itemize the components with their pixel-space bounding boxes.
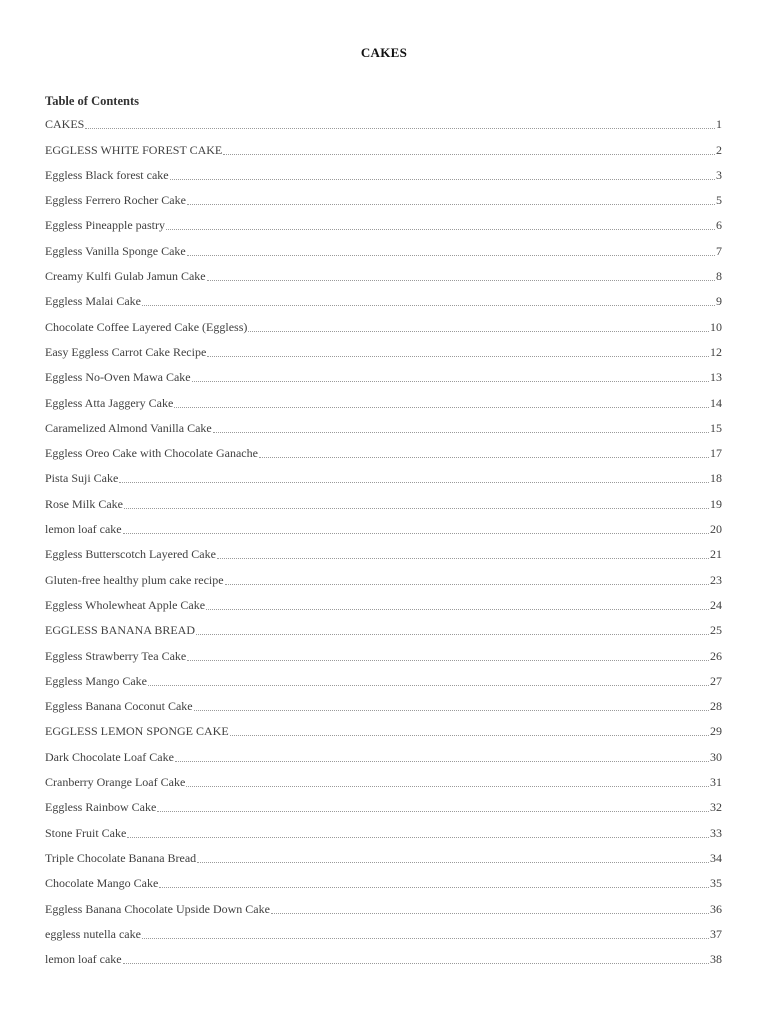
toc-entry[interactable]	[45, 739, 722, 764]
toc-entry-title: Eggless Malai Cake	[45, 294, 141, 309]
toc-entry-page-number: 10	[710, 319, 722, 334]
dot-leader	[174, 407, 709, 408]
toc-entry[interactable]	[45, 841, 722, 866]
toc-entry-title: EGGLESS LEMON SPONGE CAKE	[45, 724, 229, 739]
toc-entry-title: EGGLESS WHITE FOREST CAKE	[45, 142, 223, 157]
toc-entry-page-number: 38	[710, 952, 722, 967]
toc-entry[interactable]	[45, 512, 722, 537]
toc-entry-page-number: 2	[716, 142, 722, 157]
toc-entry[interactable]	[45, 917, 722, 942]
toc-entry-title: Dark Chocolate Loaf Cake	[45, 749, 174, 764]
dot-leader	[175, 761, 709, 762]
toc-entry-page-number: 3	[716, 167, 722, 182]
toc-entry-page-number: 9	[716, 294, 722, 309]
toc-entry-page-number: 23	[710, 572, 722, 587]
toc-entry[interactable]	[45, 942, 722, 967]
toc-entry-title: Chocolate Coffee Layered Cake (Eggless)	[45, 319, 248, 334]
toc-entry-title: Eggless Butterscotch Layered Cake	[45, 547, 216, 562]
toc-entry[interactable]	[45, 335, 722, 360]
dot-leader	[248, 331, 709, 332]
toc-entry-title: Eggless Wholewheat Apple Cake	[45, 597, 206, 612]
toc-entry-page-number: 33	[710, 825, 722, 840]
toc-entry-title: Eggless Banana Coconut Cake	[45, 699, 193, 714]
toc-entry[interactable]	[45, 689, 722, 714]
toc-entry[interactable]	[45, 486, 722, 511]
dot-leader	[123, 963, 709, 964]
toc-entry[interactable]	[45, 309, 722, 334]
toc-entry[interactable]	[45, 461, 722, 486]
dot-leader	[119, 482, 709, 483]
toc-entry-title: Eggless Oreo Cake with Chocolate Ganache	[45, 446, 258, 461]
toc-entry-title: Cranberry Orange Loaf Cake	[45, 775, 186, 790]
toc-entry-title: Eggless Black forest cake	[45, 167, 169, 182]
toc-entry-title: Easy Eggless Carrot Cake Recipe	[45, 344, 207, 359]
dot-leader	[230, 735, 709, 736]
toc-entry-page-number: 15	[710, 420, 722, 435]
dot-leader	[225, 584, 709, 585]
toc-entry-page-number: 26	[710, 648, 722, 663]
toc-entry[interactable]	[45, 588, 722, 613]
toc-entry-title: Eggless No-Oven Mawa Cake	[45, 370, 191, 385]
toc-entry-page-number: 14	[710, 395, 722, 410]
dot-leader	[197, 862, 709, 863]
dot-leader	[206, 609, 709, 610]
toc-entry-title: Eggless Pineapple pastry	[45, 218, 165, 233]
toc-entry[interactable]	[45, 613, 722, 638]
toc-entry-title: Eggless Mango Cake	[45, 673, 147, 688]
toc-entry[interactable]	[45, 562, 722, 587]
toc-entry-page-number: 6	[716, 218, 722, 233]
dot-leader	[207, 356, 709, 357]
dot-leader	[271, 913, 709, 914]
toc-entry[interactable]	[45, 158, 722, 183]
toc-entry-page-number: 30	[710, 749, 722, 764]
toc-entry-page-number: 32	[710, 800, 722, 815]
dot-leader	[123, 533, 709, 534]
toc-entry[interactable]	[45, 208, 722, 233]
toc-entry-title: CAKES	[45, 117, 85, 132]
dot-leader	[186, 786, 709, 787]
toc-entry[interactable]	[45, 233, 722, 258]
dot-leader	[217, 558, 709, 559]
toc-entry-title: Eggless Strawberry Tea Cake	[45, 648, 187, 663]
toc-entry[interactable]	[45, 765, 722, 790]
dot-leader	[196, 634, 709, 635]
toc-entry-page-number: 13	[710, 370, 722, 385]
toc-entry-title: eggless nutella cake	[45, 926, 141, 941]
toc-entry[interactable]	[45, 714, 722, 739]
toc-entry-title: Eggless Rainbow Cake	[45, 800, 157, 815]
toc-entry-page-number: 19	[710, 496, 722, 511]
dot-leader	[192, 381, 709, 382]
dot-leader	[223, 154, 715, 155]
dot-leader	[142, 305, 715, 306]
toc-entry[interactable]	[45, 284, 722, 309]
toc-entry-page-number: 21	[710, 547, 722, 562]
dot-leader	[157, 811, 709, 812]
toc-entry-title: Eggless Banana Chocolate Upside Down Cake	[45, 901, 270, 916]
dot-leader	[213, 432, 709, 433]
toc-entry-title: lemon loaf cake	[45, 952, 122, 967]
toc-entry-title: Pista Suji Cake	[45, 471, 119, 486]
toc-entry-page-number: 12	[710, 344, 722, 359]
toc-entry[interactable]	[45, 866, 722, 891]
toc-heading: Table of Contents	[45, 94, 139, 108]
dot-leader	[187, 204, 715, 205]
toc-entry[interactable]	[45, 360, 722, 385]
dot-leader	[170, 179, 715, 180]
toc-entry-page-number: 24	[710, 597, 722, 612]
toc-entry[interactable]	[45, 815, 722, 840]
toc-entry-page-number: 35	[710, 876, 722, 891]
toc-entry-page-number: 28	[710, 699, 722, 714]
toc-entry-title: Eggless Vanilla Sponge Cake	[45, 243, 186, 258]
toc-entry[interactable]	[45, 891, 722, 916]
toc-entry-page-number: 36	[710, 901, 722, 916]
toc-entry-page-number: 31	[710, 775, 722, 790]
toc-entry-page-number: 20	[710, 522, 722, 537]
toc-entry-title: Caramelized Almond Vanilla Cake	[45, 420, 212, 435]
toc-entry-title: lemon loaf cake	[45, 522, 122, 537]
dot-leader	[187, 255, 715, 256]
dot-leader	[85, 128, 715, 129]
toc-entry-title: Rose Milk Cake	[45, 496, 123, 511]
toc-entry-title: Chocolate Mango Cake	[45, 876, 159, 891]
toc-entry[interactable]	[45, 132, 722, 157]
toc-entry[interactable]	[45, 664, 722, 689]
toc-entry[interactable]	[45, 411, 722, 436]
toc-entry-title: Triple Chocolate Banana Bread	[45, 850, 197, 865]
dot-leader	[159, 887, 709, 888]
toc-entry-title: Eggless Ferrero Rocher Cake	[45, 193, 186, 208]
toc-entry-title: Creamy Kulfi Gulab Jamun Cake	[45, 269, 206, 284]
toc-entry-page-number: 25	[710, 623, 722, 638]
toc-entry[interactable]	[45, 436, 722, 461]
toc-entry[interactable]	[45, 537, 722, 562]
dot-leader	[124, 508, 709, 509]
dot-leader	[194, 710, 709, 711]
toc-entry[interactable]	[45, 107, 722, 132]
toc-entry-page-number: 17	[710, 446, 722, 461]
table-of-contents	[45, 107, 722, 967]
dot-leader	[142, 938, 709, 939]
dot-leader	[207, 280, 715, 281]
toc-entry[interactable]	[45, 790, 722, 815]
dot-leader	[148, 685, 709, 686]
toc-entry[interactable]	[45, 183, 722, 208]
toc-entry-page-number: 8	[716, 269, 722, 284]
dot-leader	[259, 457, 709, 458]
document-title: CAKES	[360, 45, 408, 60]
toc-entry-page-number: 5	[716, 193, 722, 208]
toc-entry[interactable]	[45, 385, 722, 410]
toc-entry-page-number: 18	[710, 471, 722, 486]
toc-entry-title: Eggless Atta Jaggery Cake	[45, 395, 174, 410]
dot-leader	[166, 229, 715, 230]
toc-entry-page-number: 37	[710, 926, 722, 941]
toc-entry-title: Stone Fruit Cake	[45, 825, 127, 840]
toc-entry-title: Gluten-free healthy plum cake recipe	[45, 572, 224, 587]
toc-entry-page-number: 7	[716, 243, 722, 258]
toc-entry-page-number: 27	[710, 673, 722, 688]
toc-entry[interactable]	[45, 638, 722, 663]
toc-entry-page-number: 34	[710, 850, 722, 865]
toc-entry[interactable]	[45, 259, 722, 284]
dot-leader	[127, 837, 709, 838]
dot-leader	[187, 660, 709, 661]
toc-entry-page-number: 29	[710, 724, 722, 739]
toc-entry-page-number: 1	[716, 117, 722, 132]
toc-entry-title: EGGLESS BANANA BREAD	[45, 623, 196, 638]
